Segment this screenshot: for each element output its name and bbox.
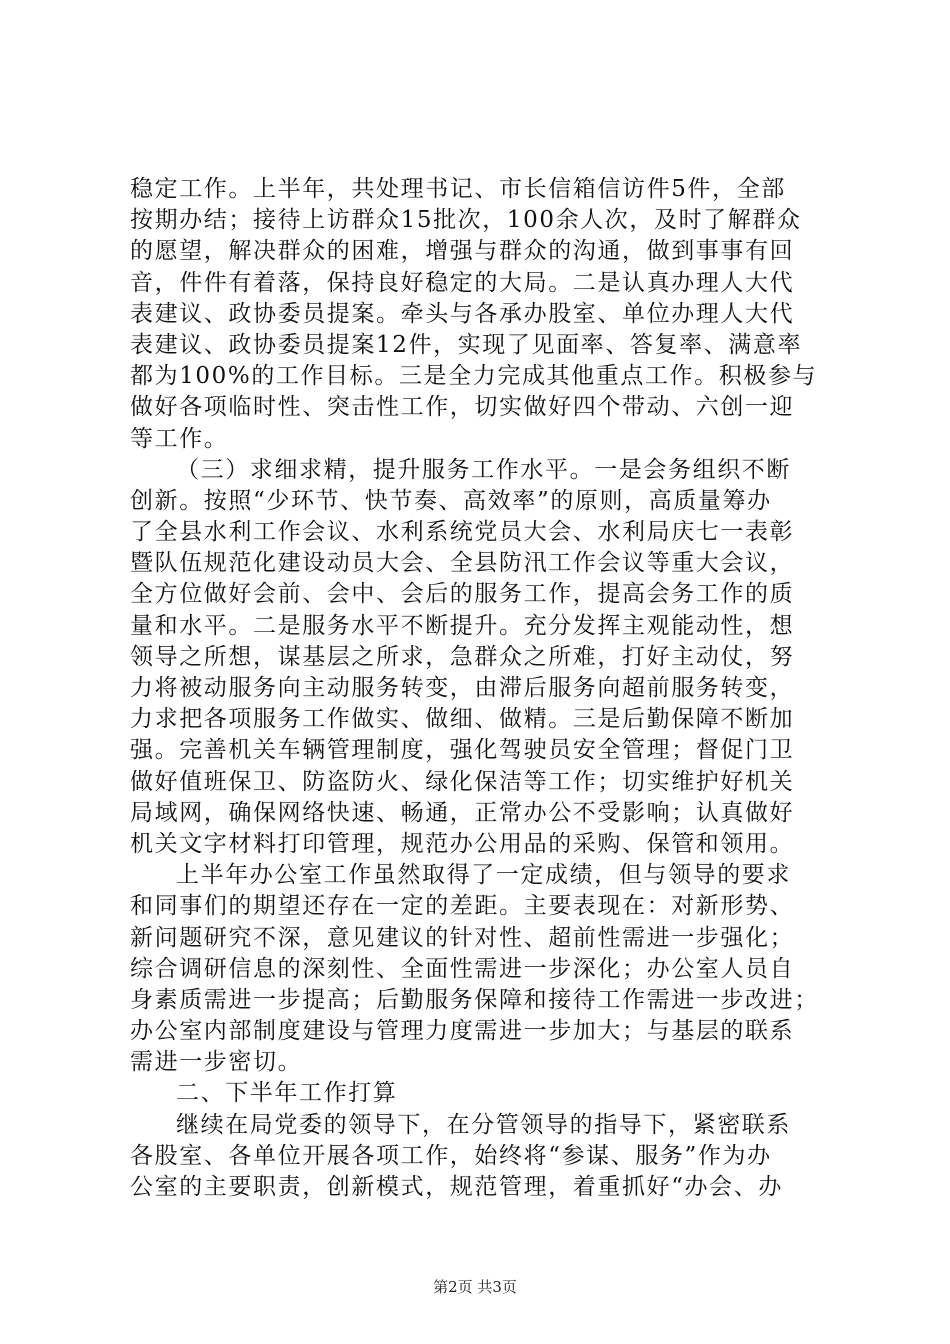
page-number-footer: 第2页 共3页	[433, 1278, 517, 1296]
text-line: 新问题研究不深，意见建议的针对性、超前性需进一步强化；	[130, 924, 795, 951]
text-line: 力求把各项服务工作做实、做细、做精。三是后勤保障不断加	[130, 706, 795, 733]
text-line: 办公室内部制度建设与管理力度需进一步加大；与基层的联系	[130, 1018, 795, 1045]
section-heading-line: （三）求细求精，提升服务工作水平。一是会务组织不断	[176, 456, 791, 483]
text-line: 领导之所想，谋基层之所求，急群众之所难，打好主动仗，努	[130, 643, 795, 670]
text-line: 表建议、政协委员提案。牵头与各承办股室、单位办理人大代	[130, 300, 795, 327]
paragraph-start-line: 继续在局党委的领导下，在分管领导的指导下，紧密联系	[176, 1111, 791, 1138]
text-line: 等工作。	[130, 425, 229, 452]
section-heading: 二、下半年工作打算	[176, 1080, 398, 1107]
text-line: 创新。按照“少环节、快节奏、高效率”的原则，高质量筹办	[130, 487, 772, 514]
text-line: 了全县水利工作会议、水利系统党员大会、水利局庆七一表彰	[130, 519, 795, 546]
text-line: 力将被动服务向主动服务转变，由滞后服务向超前服务转变，	[130, 675, 795, 701]
text-line: 量和水平。二是服务水平不断提升。充分发挥主观能动性，想	[130, 612, 795, 639]
text-line: 机关文字材料打印管理，规范办公用品的采购、保管和领用。	[130, 830, 795, 857]
text-line: 综合调研信息的深刻性、全面性需进一步深化；办公室人员自	[130, 955, 795, 982]
text-line: 需进一步密切。	[130, 1049, 303, 1076]
text-line: 都为100%的工作目标。三是全力完成其他重点工作。积极参与	[130, 363, 818, 390]
text-line: 和同事们的期望还存在一定的差距。主要表现在：对新形势、	[130, 893, 795, 920]
text-line: 按期办结；接待上访群众15批次，100余人次，及时了解群众	[130, 207, 802, 234]
text-line: 身素质需进一步提高；后勤服务保障和接待工作需进一步改进；	[130, 986, 819, 1013]
text-line: 公室的主要职责，创新模式，规范管理，着重抓好“办会、办	[130, 1174, 783, 1200]
text-line: 强。完善机关车辆管理制度，强化驾驶员安全管理；督促门卫	[130, 737, 795, 764]
text-line: 全方位做好会前、会中、会后的服务工作，提高会务工作的质	[130, 581, 795, 608]
text-line: 暨队伍规范化建设动员大会、全县防汛工作会议等重大会议，	[130, 550, 795, 577]
text-line: 各股室、各单位开展各项工作，始终将“参谋、服务”作为办	[130, 1142, 772, 1169]
text-line: 做好值班保卫、防盗防火、绿化保洁等工作；切实维护好机关	[130, 768, 795, 795]
text-line: 的愿望，解决群众的困难，增强与群众的沟通，做到事事有回	[130, 238, 795, 265]
text-line: 音，件件有着落，保持良好稳定的大局。二是认真办理人大代	[130, 269, 795, 296]
text-line: 表建议、政协委员提案12件，实现了见面率、答复率、满意率	[130, 331, 803, 358]
text-line: 稳定工作。上半年，共处理书记、市长信箱信访件5件，全部	[130, 176, 786, 202]
paragraph-start-line: 上半年办公室工作虽然取得了一定成绩，但与领导的要求	[176, 862, 791, 889]
text-line: 做好各项临时性、突击性工作，切实做好四个带动、六创一迎	[130, 394, 795, 421]
document-body	[130, 174, 830, 1203]
text-line: 局域网，确保网络快速、畅通，正常办公不受影响；认真做好	[130, 799, 795, 826]
